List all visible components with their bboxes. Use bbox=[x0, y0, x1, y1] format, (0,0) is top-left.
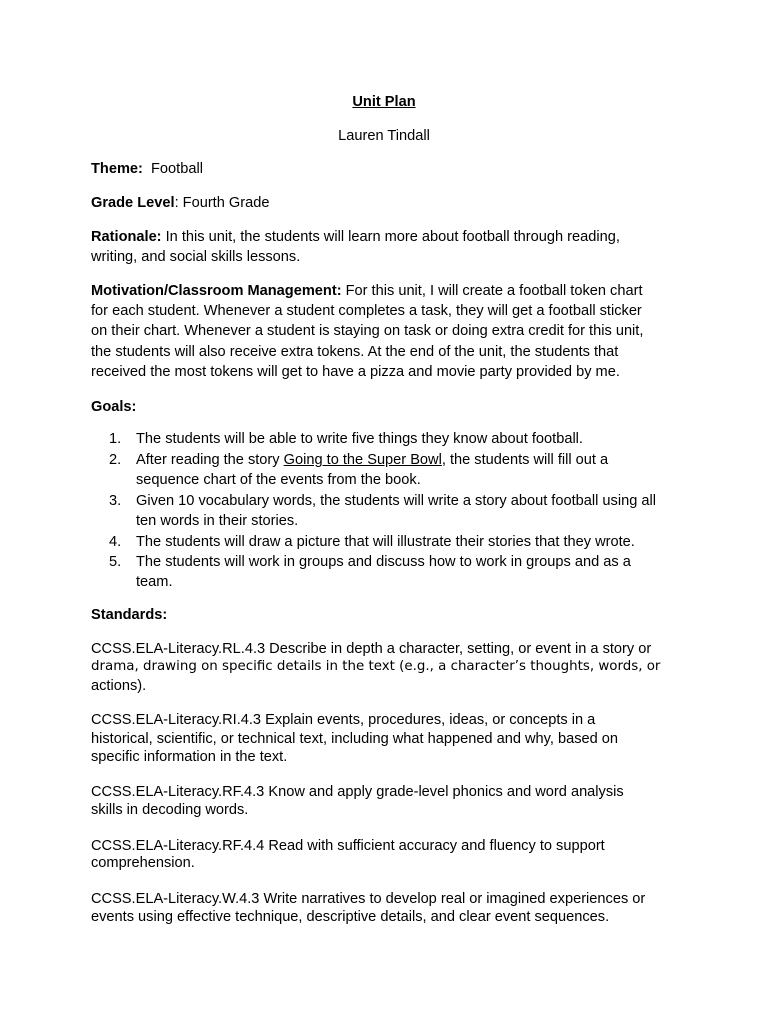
theme-value: Football bbox=[151, 161, 203, 177]
goal-item-4: The students will draw a picture that will illustrate their stories that they wrote. bbox=[136, 534, 635, 550]
grade-level-line bbox=[91, 193, 269, 213]
standard-item-4-cont: comprehension. bbox=[91, 855, 195, 871]
standard-item-1-cont: actions). bbox=[91, 678, 147, 694]
book-title: Going to the Super Bowl bbox=[283, 452, 442, 468]
goal-number: 4. bbox=[109, 534, 122, 550]
standard-item-2-cont: historical, scientific, or technical text, including what happened and why, based on bbox=[91, 731, 619, 747]
goal-number: 5. bbox=[109, 554, 122, 570]
goal-2-post: , the students will fill out a bbox=[441, 452, 609, 468]
standard-item-4: CCSS.ELA-Literacy.RF.4.4 Read with sufficient accuracy and fluency to support bbox=[91, 838, 605, 854]
goal-item-3-cont: ten words in their stories. bbox=[136, 513, 299, 529]
standard-item-3: CCSS.ELA-Literacy.RF.4.3 Know and apply grade-level phonics and word analysis bbox=[91, 784, 624, 800]
standard-item-2-cont: specific information in the text. bbox=[91, 749, 288, 765]
author-name: Lauren Tindall bbox=[338, 128, 430, 144]
standard-item-5-cont: events using effective technique, descriptive details, and clear event sequences. bbox=[91, 909, 610, 925]
rationale-text: In this unit, the students will learn more about football through reading, bbox=[161, 229, 620, 245]
theme-line bbox=[91, 159, 203, 179]
motivation-line-3: on their chart. Whenever a student is staying on task or doing extra credit for this unit, bbox=[91, 323, 644, 339]
standard-item-5: CCSS.ELA-Literacy.W.4.3 Write narratives to develop real or imagined experiences or bbox=[91, 891, 646, 907]
goal-item-2 bbox=[136, 450, 608, 470]
goals-heading: Goals: bbox=[91, 399, 137, 415]
grade-level-label: Grade Level bbox=[91, 195, 175, 211]
standards-heading: Standards: bbox=[91, 607, 168, 623]
goal-number: 1. bbox=[109, 431, 122, 447]
goal-2-pre: After reading the story bbox=[136, 452, 284, 468]
goal-item-2-cont: sequence chart of the events from the book. bbox=[136, 472, 421, 488]
rationale-line-1 bbox=[91, 227, 620, 247]
goal-item-5: The students will work in groups and discuss how to work in groups and as a bbox=[136, 554, 631, 570]
doc-title: Unit Plan bbox=[352, 94, 416, 110]
motivation-line-5: received the most tokens will get to have a pizza and movie party provided by me. bbox=[91, 364, 620, 380]
goal-number: 2. bbox=[109, 452, 122, 468]
motivation-line-2: for each student. Whenever a student completes a task, they will get a football sticker bbox=[91, 303, 642, 319]
rationale-line-2: writing, and social skills lessons. bbox=[91, 249, 301, 265]
goal-item-3: Given 10 vocabulary words, the students will write a story about football using all bbox=[136, 493, 656, 509]
standard-item-2: CCSS.ELA-Literacy.RI.4.3 Explain events, procedures, ideas, or concepts in a bbox=[91, 712, 596, 728]
motivation-text: For this unit, I will create a football token chart bbox=[341, 283, 643, 299]
motivation-line-4: the students will also receive extra tokens. At the end of the unit, the students that bbox=[91, 344, 619, 360]
goal-item-1: The students will be able to write five things they know about football. bbox=[136, 431, 583, 447]
goal-item-5-cont: team. bbox=[136, 574, 173, 590]
grade-level-value: : Fourth Grade bbox=[174, 195, 270, 211]
rationale-label: Rationale: bbox=[91, 229, 162, 245]
goal-number: 3. bbox=[109, 493, 122, 509]
theme-label: Theme: bbox=[91, 161, 143, 177]
standard-item-3-cont: skills in decoding words. bbox=[91, 802, 249, 818]
motivation-line-1 bbox=[91, 281, 643, 301]
standard-item-1: CCSS.ELA-Literacy.RL.4.3 Describe in depth a character, setting, or event in a story or bbox=[91, 641, 652, 657]
standard-item-1-cont: drama, drawing on specific details in the text (e.g., a character’s thoughts, words, or bbox=[91, 659, 661, 674]
motivation-label: Motivation/Classroom Management: bbox=[91, 283, 342, 299]
